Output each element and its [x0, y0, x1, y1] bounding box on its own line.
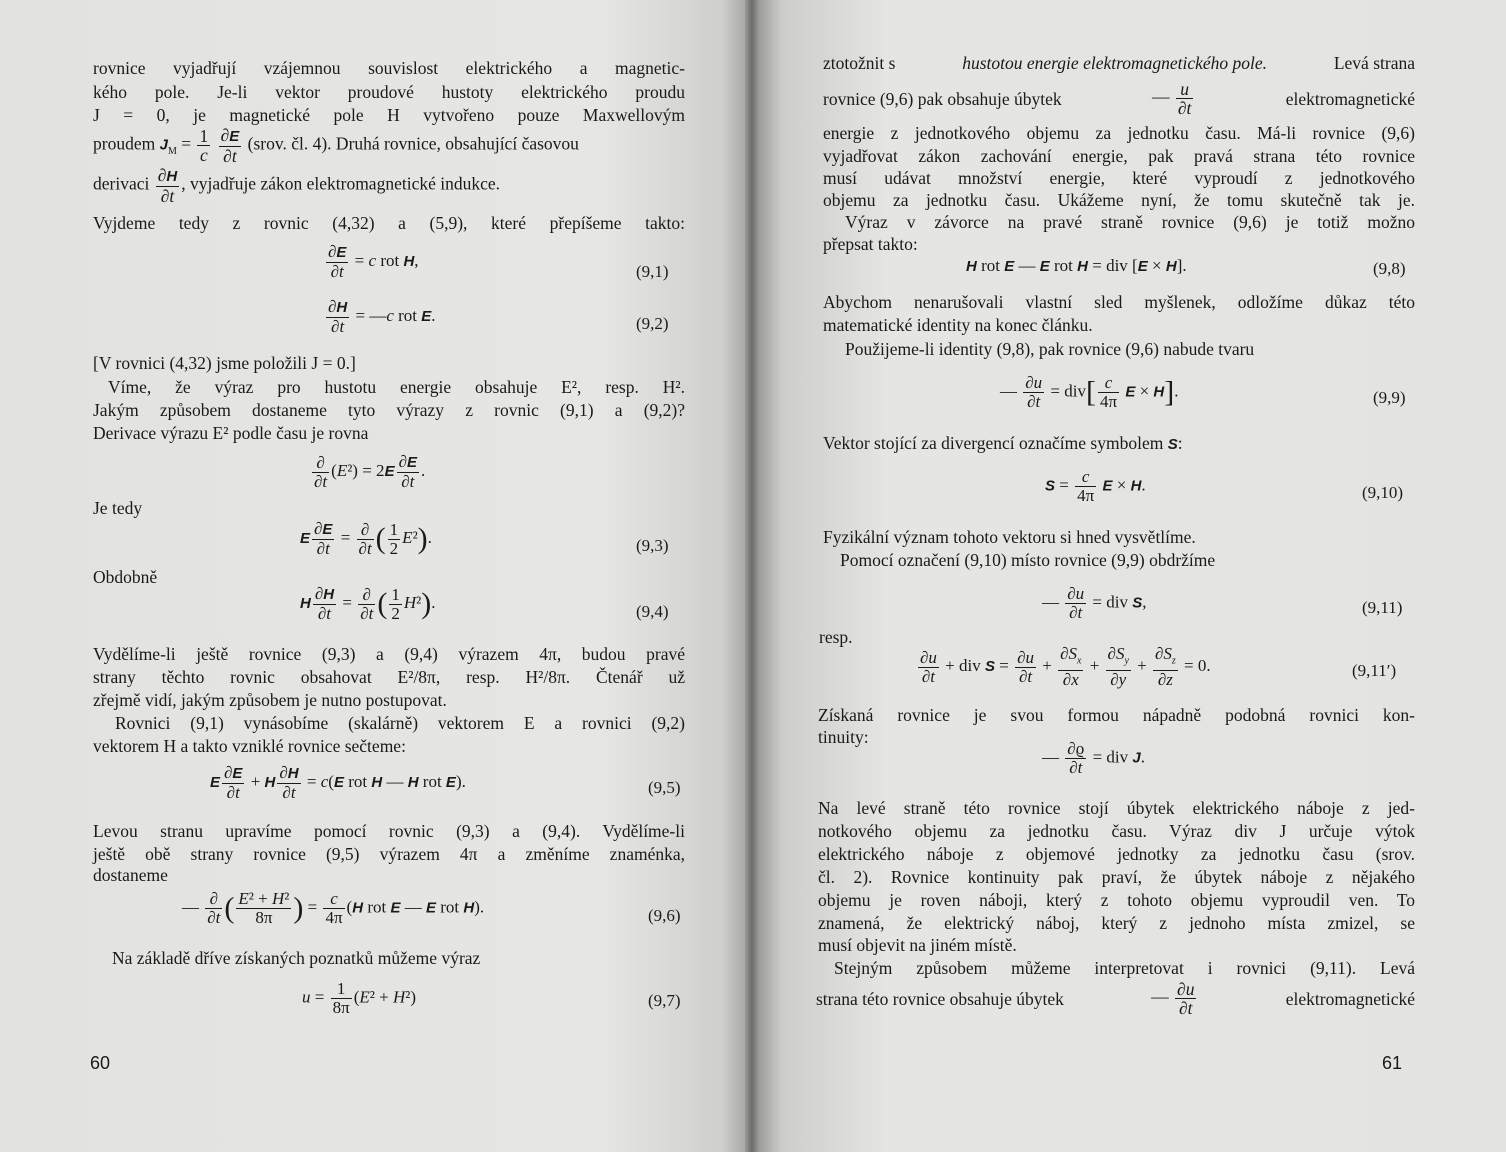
equation-number: (9,1)	[636, 262, 669, 281]
equation-9-1: $\frac{\partial E}{\partial t}$ = c rot H,	[328, 242, 419, 281]
equation-9-10: S = $\frac{c}{4\pi}$ E × H.	[1045, 467, 1146, 505]
text-line: Levou stranu upravíme pomocí rovnic (9,3) a (9,4). Vydělíme-li	[93, 821, 685, 841]
text-line: rovnice (9,6) pak obsahuje úbytek — $\frac{u}{\partial t}$ elektromagnetické	[823, 79, 1415, 118]
text-line: notkového objemu za jednotku času. Výraz div J určuje výtok	[818, 821, 1415, 841]
equation-9-3: E $\frac{\partial E}{\partial t}$ = $\frac{\partial}{\partial t}$ ( $\frac{1}{2}$ E²).	[300, 519, 432, 558]
text-line: Použijeme-li identity (9,8), pak rovnice (9,6) nabude tvaru	[845, 339, 1255, 359]
text-line: proudem $J_M$ = $\frac{1}{c}$ $\frac{\partial E}{\partial t}$ (srov. čl. 4). Druhá rovnice, obsahující časovou	[93, 125, 579, 166]
text-line: J = 0, je magnetické pole H vytvořeno pouze Maxwellovým	[93, 105, 685, 125]
text-line: musí objevit na jiném místě.	[818, 935, 1017, 955]
text-line: dostaneme	[93, 865, 168, 885]
text-line: strany těchto rovnic obsahovat E²/8π, resp. H²/8π. Čtenář už	[93, 667, 685, 687]
text-line: Derivace výrazu E² podle času je rovna	[93, 423, 369, 443]
equation-number: (9,10)	[1362, 483, 1404, 502]
equation-number: (9,6)	[648, 906, 681, 925]
right-page	[752, 0, 1506, 1152]
text-line: derivaci $\frac{\partial H}{\partial t}$ , vyjadřuje zákon elektromagnetické indukce.	[93, 165, 500, 206]
text-line: resp.	[819, 627, 853, 647]
text-line: ještě obě strany rovnice (9,5) výrazem 4π a změníme znaménka,	[93, 844, 685, 864]
equation-9-7: u = $\frac{1}{8\pi}$ (E² + H²)	[302, 979, 416, 1017]
equation-9-8: H rot E — E rot H = div [E × H].	[966, 256, 1187, 275]
text-line: Na základě dříve získaných poznatků můžeme výraz	[112, 948, 481, 968]
book-gutter	[745, 0, 759, 1152]
equation-number: (9,9)	[1373, 388, 1406, 407]
equation-number: (9,3)	[636, 536, 669, 555]
equation-number: (9,5)	[648, 778, 681, 797]
text-line: energie z jednotkového objemu za jednotku času. Má-li rovnice (9,6)	[823, 123, 1415, 143]
text-line: strana této rovnice obsahuje úbytek — $\frac{\partial u}{\partial t}$ elektromagnetické	[816, 979, 1415, 1018]
equation-number: (9,7)	[648, 991, 681, 1010]
text-line: Výraz v závorce na pravé straně rovnice (9,6) je totiž možno	[845, 212, 1415, 232]
text-line: vektorem H a takto vzniklé rovnice sečteme:	[93, 736, 406, 756]
text-line: přepsat takto:	[823, 234, 918, 254]
equation-number: (9,2)	[636, 314, 669, 333]
text-line: kého pole. Je-li vektor proudové hustoty elektrického proudu	[93, 82, 685, 102]
text-line: Vyjdeme tedy z rovnic (4,32) a (5,9), které přepíšeme takto:	[93, 213, 685, 233]
page-number: 60	[90, 1053, 111, 1073]
page-number: 61	[1382, 1053, 1403, 1073]
text-line: zřejmě vidí, jakým způsobem je nutno postupovat.	[93, 690, 447, 710]
text-line: elektrického náboje z objemové jednotky za jednotku času (srov.	[818, 844, 1415, 864]
text-line: Získaná rovnice je svou formou nápadně podobná rovnici kon-	[818, 705, 1415, 725]
left-page	[0, 0, 752, 1152]
text-line: Jakým způsobem dostaneme tyto výrazy z rovnic (9,1) a (9,2)?	[93, 400, 685, 420]
equation-9-5: E $\frac{\partial E}{\partial t}$ + H $\frac{\partial H}{\partial t}$ = c(E rot H — H rot E).	[210, 763, 466, 802]
text-line: objemu za jednotku času. Ukážeme nyní, že tomu skutečně tak je.	[823, 190, 1415, 210]
text-line: čl. 2). Rovnice kontinuity pak praví, že úbytek náboje z nějakého	[818, 867, 1415, 887]
text-line: Víme, že výraz pro hustotu energie obsahuje E², resp. H².	[108, 377, 685, 397]
equation-number: (9,4)	[636, 602, 669, 621]
text-line: Stejným způsobem můžeme interpretovat i rovnici (9,11). Levá	[834, 958, 1415, 978]
equation-9-9: — $\frac{\partial u}{\partial t}$ = div[ $\frac{c}{4\pi}$ E × H].	[1000, 373, 1179, 411]
text-line: Rovnici (9,1) vynásobíme (skalárně) vektorem E a rovnici (9,2)	[115, 713, 685, 733]
text-line: tinuity:	[818, 727, 869, 747]
equation-9-11-prime: $\frac{\partial u}{\partial t}$ + div S = $\frac{\partial u}{\partial t}$ + $\frac{\partial S_x}{\partial x}$ + $\frac{\partial S_y}{\partial y}$ + $\frac{\partial S_z}{\partial z}$ = 0.	[920, 644, 1211, 690]
text-line: musí udávat množství energie, které vyproudí z jednotkového	[823, 168, 1415, 188]
equation-number: (9,11′)	[1352, 661, 1397, 680]
text-line: Je tedy	[93, 498, 143, 518]
equation-unnumbered: $\frac{\partial}{\partial t}$ (E²) = 2E $\frac{\partial E}{\partial t}$ .	[314, 452, 426, 491]
text-line: Vydělíme-li ještě rovnice (9,3) a (9,4) výrazem 4π, budou pravé	[93, 644, 685, 664]
equation-number: (9,8)	[1373, 259, 1406, 278]
text-line: [V rovnici (4,32) jsme položili J = 0.]	[93, 353, 356, 373]
equation-9-11: — $\frac{\partial u}{\partial t}$ = div S,	[1042, 584, 1147, 622]
text-line: ztotožnit s hustotou energie elektromagnetického pole. Levá strana	[823, 53, 1415, 73]
equation-number: (9,11)	[1362, 598, 1403, 617]
equation-9-6: — $\frac{\partial}{\partial t}$ ( $\frac{\text{E² + H²}}{8\pi}$ ) = $\frac{c}{4\pi}$ (H rot E — E rot H).	[182, 889, 485, 927]
text-line: objemu je roven náboji, který z tohoto objemu vyproudil ven. To	[818, 890, 1415, 910]
text-line: Pomocí označení (9,10) místo rovnice (9,9) obdržíme	[840, 550, 1216, 570]
text-line: Obdobně	[93, 567, 158, 587]
text-line: matematické identity na konec článku.	[823, 315, 1093, 335]
equation-continuity: — $\frac{\partial ϱ}{\partial t}$ = div J.	[1042, 739, 1145, 777]
equation-9-4: H $\frac{\partial H}{\partial t}$ = $\frac{\partial}{\partial t}$ ( $\frac{1}{2}$ H²).	[300, 584, 436, 623]
equation-9-2: $\frac{\partial H}{\partial t}$ = —c rot E.	[328, 297, 436, 336]
text-line: vyjadřovat zákon zachování energie, pak pravá strana této rovnice	[823, 146, 1415, 166]
text-line: Vektor stojící za divergencí označíme symbolem S:	[823, 433, 1183, 453]
text-line: Abychom nenarušovali vlastní sled myšlenek, odložíme důkaz této	[823, 292, 1415, 312]
text-line: Fyzikální význam tohoto vektoru si hned vysvětlíme.	[823, 527, 1196, 547]
text-line: znamená, že elektrický náboj, který z jednoho místa zmizel, se	[818, 913, 1415, 933]
text-line: rovnice vyjadřují vzájemnou souvislost elektrického a magnetic-	[93, 58, 685, 78]
text-line: Na levé straně této rovnice stojí úbytek elektrického náboje z jed-	[818, 798, 1415, 818]
